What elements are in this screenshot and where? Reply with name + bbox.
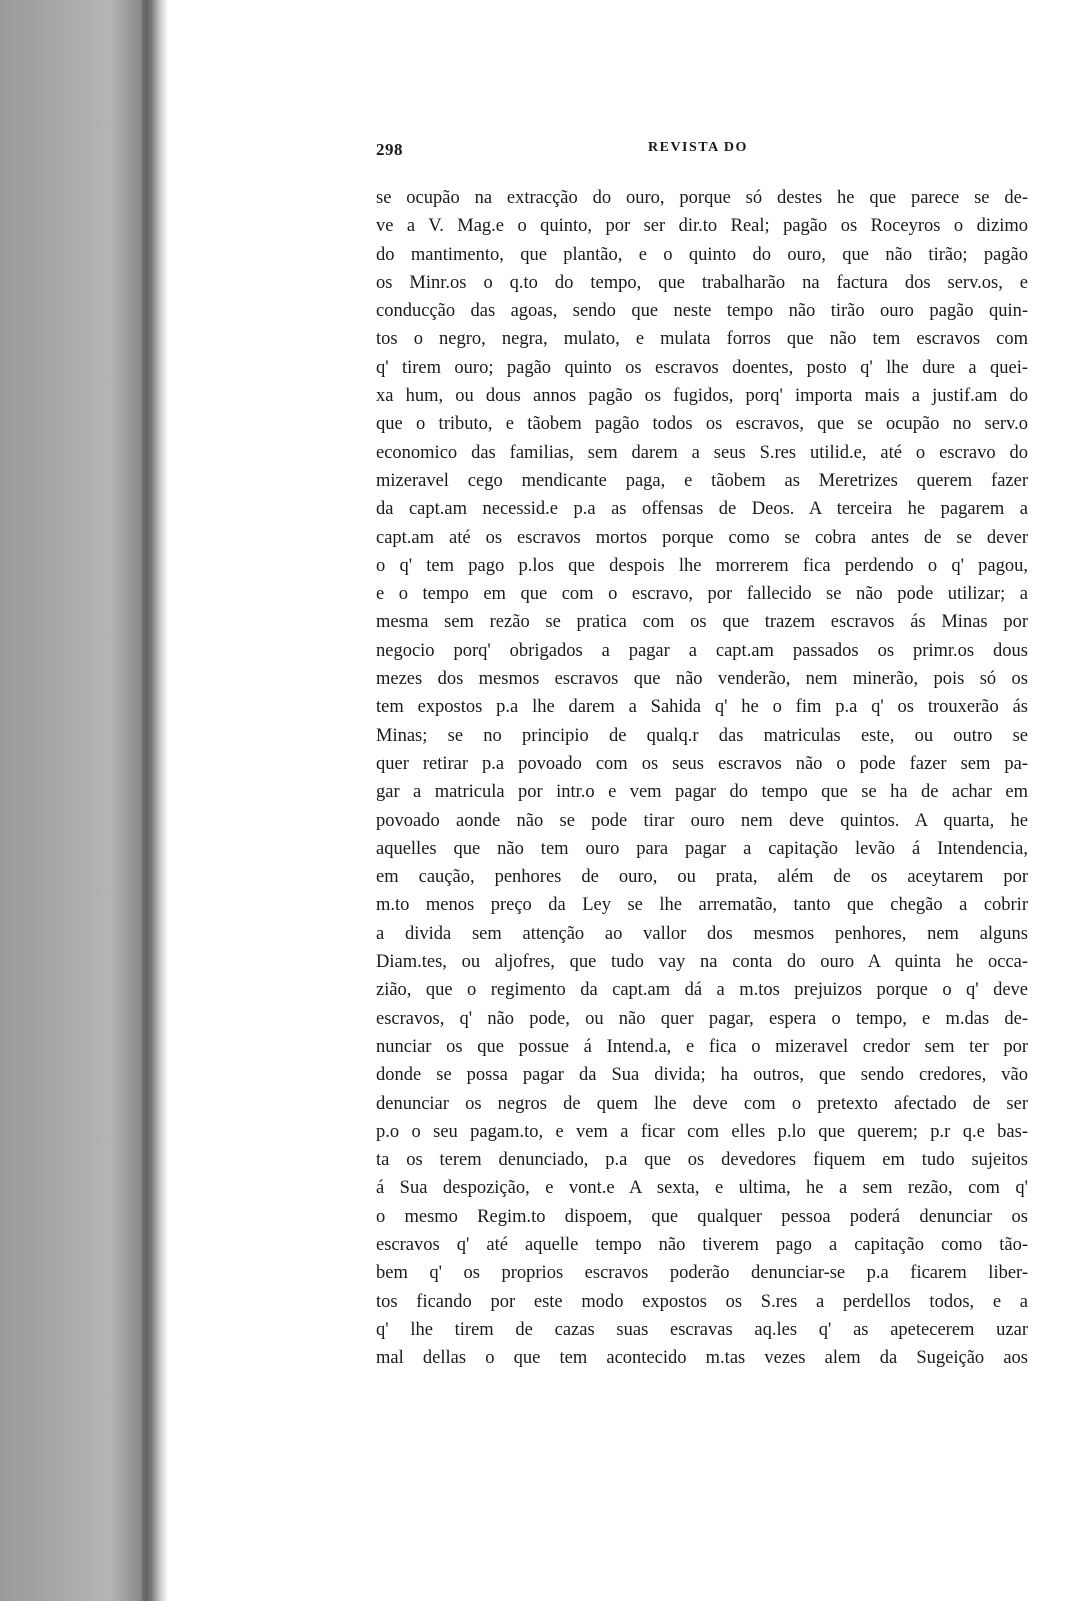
text-line: p.o o seu pagam.to, e vem a ficar com elles p.lo que querem; p.r q.e bas- xyxy=(376,1121,1028,1142)
text-line: zião, que o regimento da capt.am dá a m.tos prejuizos porque o q' deve xyxy=(376,980,1028,1001)
text-line: o mesmo Regim.to dispoem, que qualquer pessoa poderá denunciar os xyxy=(376,1206,1028,1227)
text-line: bem q' os proprios escravos poderão denunciar-se p.a ficarem liber- xyxy=(376,1263,1028,1284)
text-line: que o tributo, e tãobem pagão todos os escravos, que se ocupão no serv.o xyxy=(376,414,1028,435)
text-line: q' tirem ouro; pagão quinto os escravos doentes, posto q' lhe dure a quei- xyxy=(376,357,1028,378)
book-gutter-shadow xyxy=(0,0,168,1601)
text-line: Minas; se no principio de qualq.r das matriculas este, ou outro se xyxy=(376,725,1028,746)
text-line: negocio porq' obrigados a pagar a capt.am passados os primr.os dous xyxy=(376,640,1028,661)
text-line: povoado aonde não se pode tirar ouro nem deve quintos. A quarta, he xyxy=(376,810,1028,831)
body-paragraph xyxy=(376,184,1028,1372)
text-line: aquelles que não tem ouro para pagar a capitação levão á Intendencia, xyxy=(376,838,1028,859)
page-header xyxy=(376,136,1028,162)
text-line: mezes dos mesmos escravos que não venderão, nem minerão, pois só os xyxy=(376,669,1028,690)
running-head: REVISTA DO xyxy=(648,140,748,155)
text-line: da capt.am necessid.e p.a as offensas de Deos. A terceira he pagarem a xyxy=(376,499,1028,520)
text-line: em caução, penhores de ouro, ou prata, além de os aceytarem por xyxy=(376,867,1028,888)
text-line: q' lhe tirem de cazas suas escravas aq.les q' as apetecerem uzar xyxy=(376,1319,1028,1340)
text-line: m.to menos preço da Ley se lhe arrematão, tanto que chegão a cobrir xyxy=(376,895,1028,916)
document-page xyxy=(376,136,1028,1372)
text-line: Diam.tes, ou aljofres, que tudo vay na conta do ouro A quinta he occa- xyxy=(376,952,1028,973)
text-line: se ocupão na extracção do ouro, porque só destes he que parece se de- xyxy=(376,188,1028,208)
text-line: mesma sem rezão se pratica com os que trazem escravos ás Minas por xyxy=(376,612,1028,633)
text-line: economico das familias, sem darem a seus S.res utilid.e, até o escravo do xyxy=(376,442,1028,463)
page-number: 298 xyxy=(376,140,403,159)
text-line: o q' tem pago p.los que despois lhe morrerem fica perdendo o q' pagou, xyxy=(376,555,1028,576)
text-line: escravos, q' não pode, ou não quer pagar, espera o tempo, e m.das de- xyxy=(376,1008,1028,1029)
text-line: nunciar os que possue á Intend.a, e fica o mizeravel credor sem ter por xyxy=(376,1036,1028,1057)
text-line: tos ficando por este modo expostos os S.res a perdellos todos, e a xyxy=(376,1291,1028,1312)
text-line: do mantimento, que plantão, e o quinto do ouro, que não tirão; pagão xyxy=(376,244,1028,265)
text-line: tos o negro, negra, mulato, e mulata forros que não tem escravos com xyxy=(376,329,1028,350)
text-line: xa hum, ou dous annos pagão os fugidos, porq' importa mais a justif.am do xyxy=(376,386,1028,407)
text-line: donde se possa pagar da Sua divida; ha outros, que sendo credores, vão xyxy=(376,1065,1028,1086)
text-line: capt.am até os escravos mortos porque como se cobra antes de se dever xyxy=(376,527,1028,548)
text-line: conducção das agoas, sendo que neste tempo não tirão ouro pagão quin- xyxy=(376,301,1028,322)
text-line: ta os terem denunciado, p.a que os devedores fiquem em tudo sujeitos xyxy=(376,1150,1028,1171)
text-line: denunciar os negros de quem lhe deve com o pretexto afectado de ser xyxy=(376,1093,1028,1114)
text-line: mizeravel cego mendicante paga, e tãobem as Meretrizes querem fazer xyxy=(376,470,1028,491)
text-line: os Minr.os o q.to do tempo, que trabalharão na factura dos serv.os, e xyxy=(376,272,1028,293)
text-line: a divida sem attenção ao vallor dos mesmos penhores, nem alguns xyxy=(376,923,1028,944)
text-line: tem expostos p.a lhe darem a Sahida q' he o fim p.a q' os trouxerão ás xyxy=(376,697,1028,718)
text-line: e o tempo em que com o escravo, por fallecido se não pode utilizar; a xyxy=(376,584,1028,605)
text-line: escravos q' até aquelle tempo não tiverem pago a capitação como tão- xyxy=(376,1234,1028,1255)
text-line: mal dellas o que tem acontecido m.tas vezes alem da Sugeição aos xyxy=(376,1348,1028,1369)
text-line: á Sua despozição, e vont.e A sexta, e ultima, he a sem rezão, com q' xyxy=(376,1178,1028,1199)
text-line: quer retirar p.a povoado com os seus escravos não o pode fazer sem pa- xyxy=(376,753,1028,774)
text-line: ve a V. Mag.e o quinto, por ser dir.to Real; pagão os Roceyros o dizimo xyxy=(376,216,1028,237)
text-line: gar a matricula por intr.o e vem pagar do tempo que se ha de achar em xyxy=(376,782,1028,803)
